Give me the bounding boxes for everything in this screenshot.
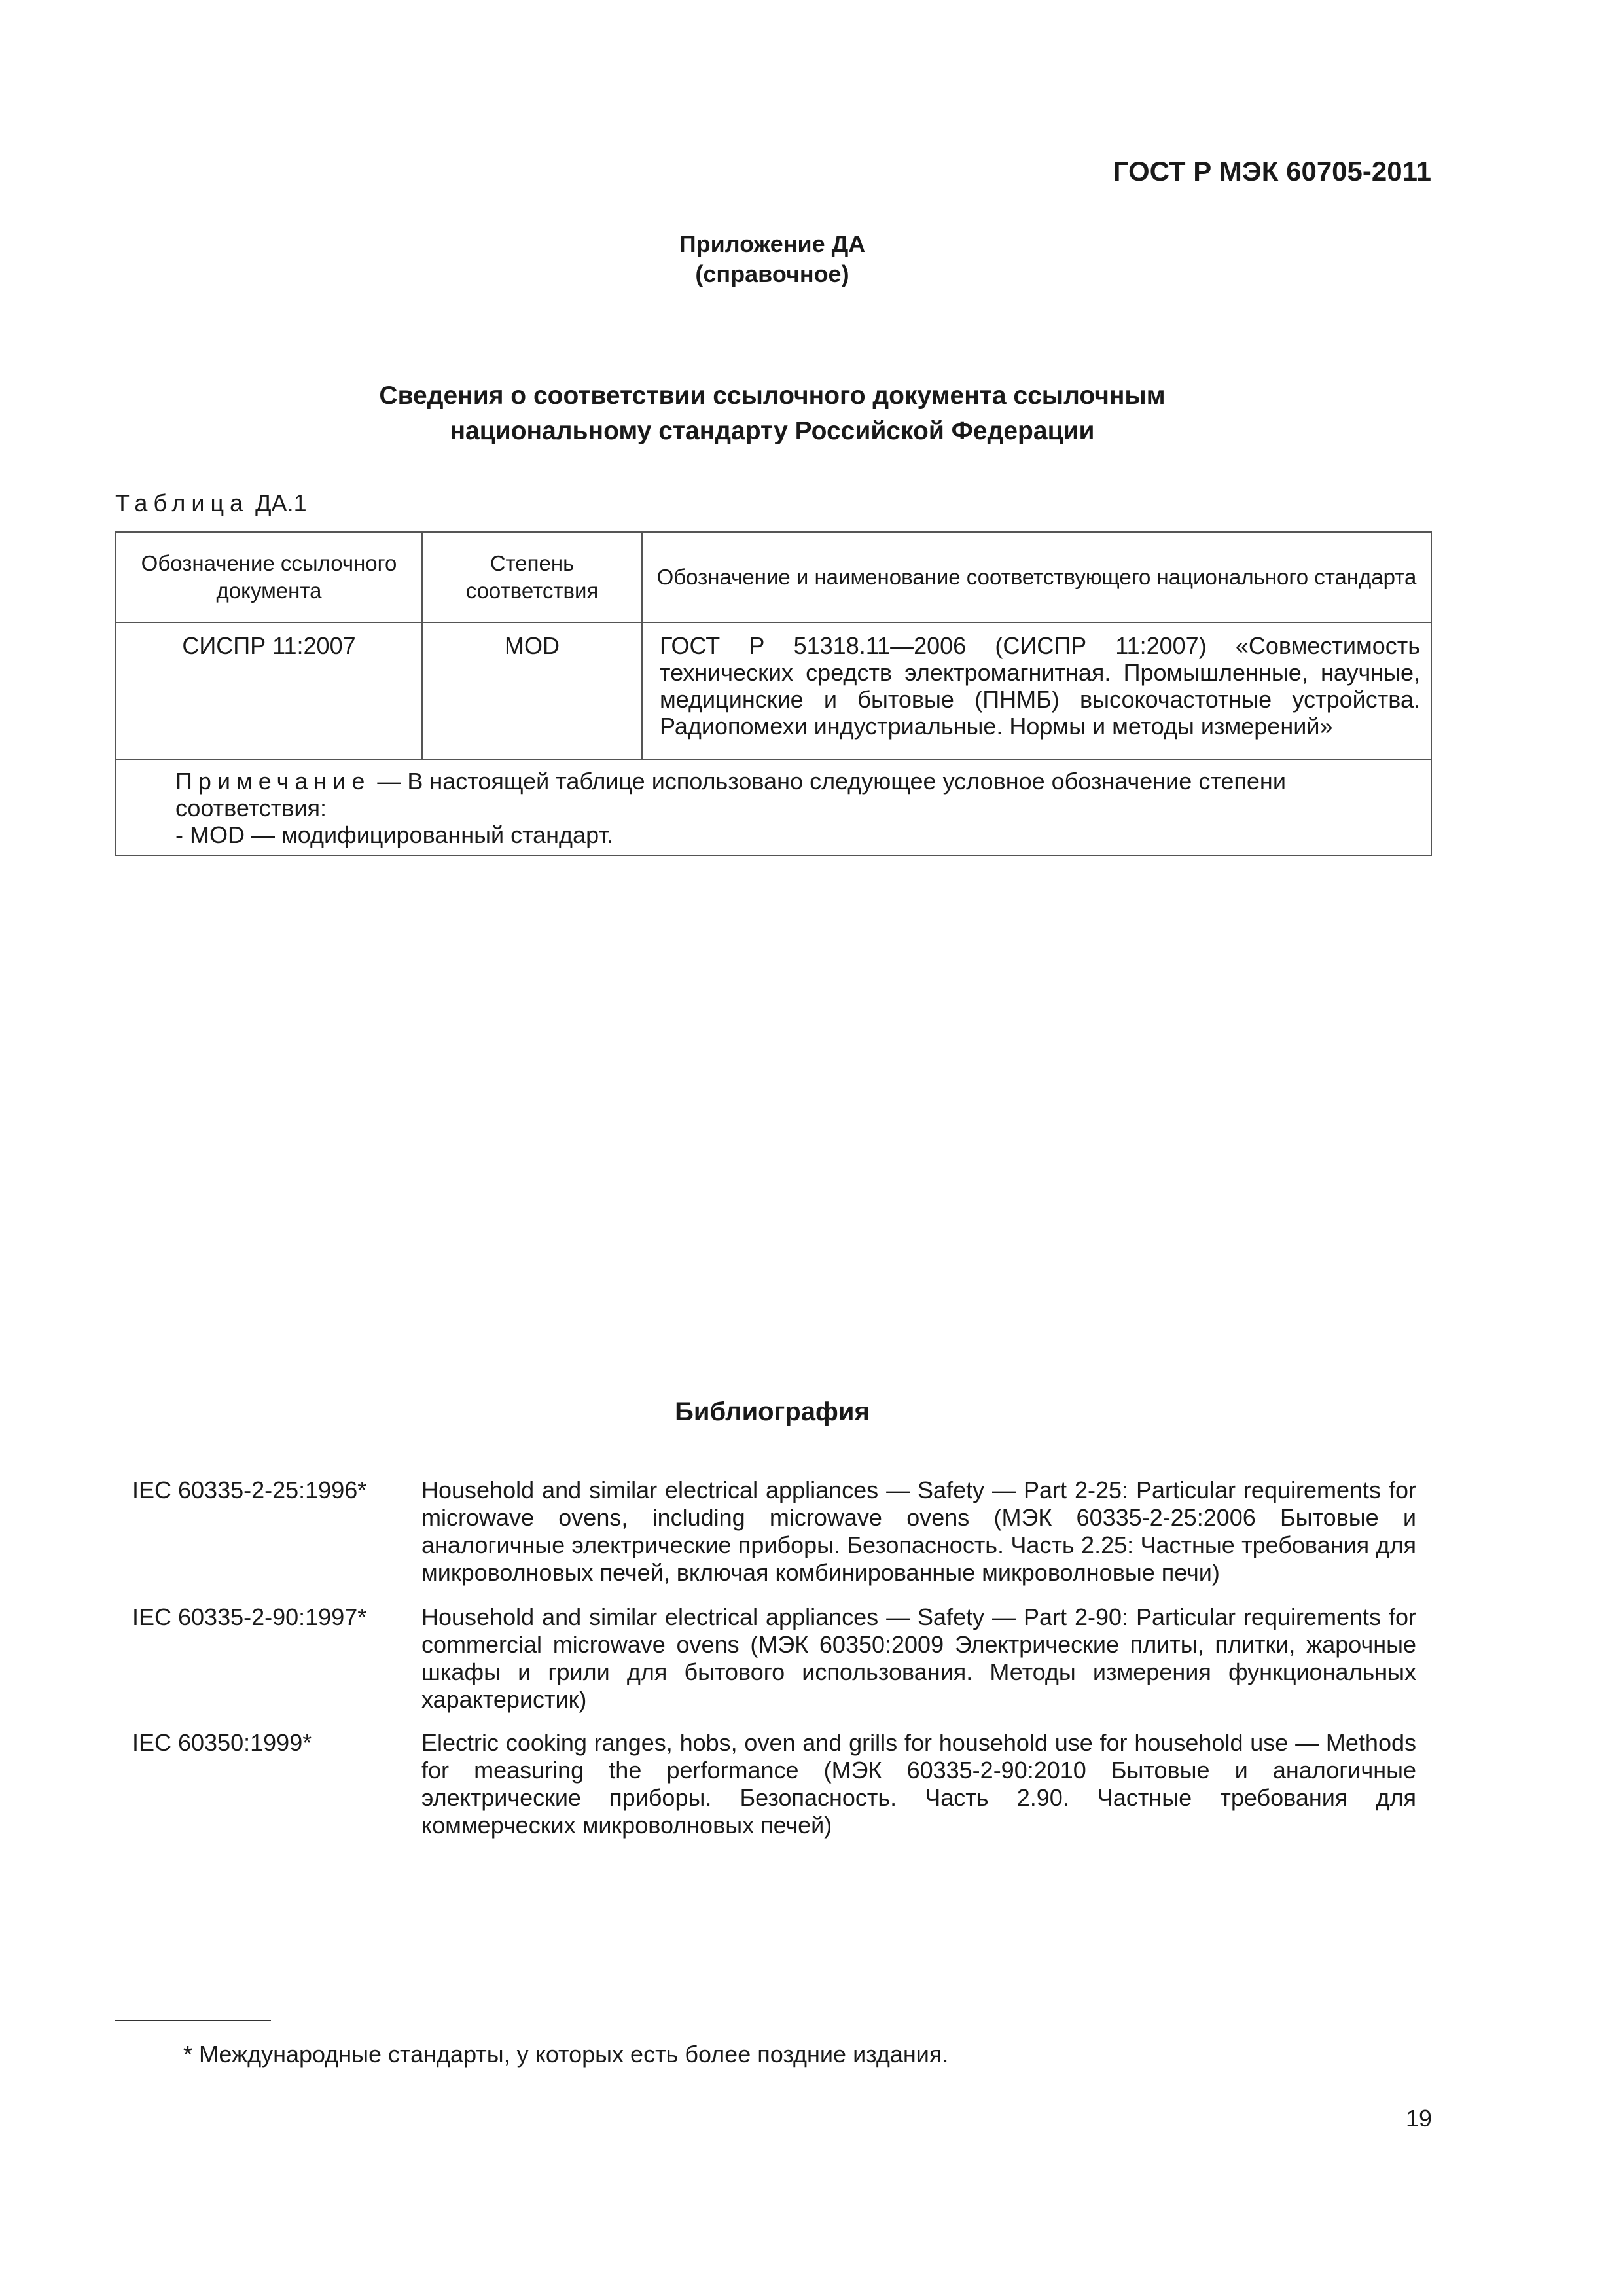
bib-entry-text: Household and similar electrical appliances — Safety — Part 2-90: Particular requirements for commercial microwave ovens (МЭК 60350:2009 Электрические плиты, плитки, жарочные шкафы и грили для бытового использования. Методы измерения функциональных характеристик) bbox=[421, 1604, 1416, 1713]
bib-entry-code: IEC 60335-2-25:1996* bbox=[132, 1477, 367, 1503]
bib-entry-text: Household and similar electrical appliances — Safety — Part 2-25: Particular requirements for microwave ovens, including microwave ovens (МЭК 60335-2-25:2006 Бытовые и аналогичные электрические приборы. Безопасность. Часть 2.25: Частные требования для микроволновых печей, включая комбинированные микроволновые печи) bbox=[421, 1477, 1416, 1586]
column-header-reference: Обозначение ссылочного документа bbox=[116, 532, 422, 622]
column-header-national-standard: Обозначение и наименование соответствующего национального стандарта bbox=[642, 532, 1431, 622]
table-header-row bbox=[116, 532, 1431, 622]
note-text: — В настоящей таблице использовано следующее условное обозначение степени соответствия: bbox=[175, 768, 1286, 821]
table-row bbox=[116, 622, 1431, 759]
footnote-divider bbox=[115, 2020, 271, 2021]
cell-degree: MOD bbox=[422, 622, 642, 759]
bib-entry-text: Electric cooking ranges, hobs, oven and grills for household use for household use — Methods for measuring the performance (МЭК 60335-2-90:2010 Бытовые и аналогичные электрические приборы. Безопасность. Часть 2.90. Частные требования для коммерческих микроволновых печей) bbox=[421, 1729, 1416, 1839]
table-note-row bbox=[116, 759, 1431, 855]
section-title bbox=[0, 378, 1544, 449]
bibliography-title: Библиография bbox=[675, 1397, 870, 1426]
section-title-line-2: национальному стандарту Российской Федерации bbox=[450, 417, 1095, 445]
correspondence-table bbox=[115, 531, 1432, 856]
document-code: ГОСТ Р МЭК 60705-2011 bbox=[1113, 156, 1431, 187]
footnote: * Международные стандарты, у которых есть более поздние издания. bbox=[183, 2041, 949, 2068]
appendix-subtitle: (справочное) bbox=[695, 260, 849, 287]
section-title-line-1: Сведения о соответствии ссылочного документа ссылочным bbox=[379, 382, 1166, 410]
note-paragraph bbox=[123, 768, 1419, 821]
table-label-number: ДА.1 bbox=[255, 490, 307, 516]
bib-entry-code: IEC 60335-2-90:1997* bbox=[132, 1604, 367, 1630]
bib-entry-code: IEC 60350:1999* bbox=[132, 1729, 312, 1756]
cell-reference: СИСПР 11:2007 bbox=[116, 622, 422, 759]
note-label: Примечание bbox=[175, 768, 371, 795]
table-label bbox=[115, 490, 307, 517]
table-label-word: Таблица bbox=[115, 490, 249, 516]
note-item: - MOD — модифицированный стандарт. bbox=[175, 821, 613, 848]
cell-national-standard: ГОСТ Р 51318.11—2006 (СИСПР 11:2007) «Совместимость технических средств электромагнитная. Промышленные, научные, медицинские и бытовые (ПНМБ) высокочастотные устройства. Радиопомехи индустриальные. Нормы и методы измерений» bbox=[642, 622, 1431, 759]
appendix-title: Приложение ДА bbox=[679, 230, 866, 257]
column-header-degree: Степень соответствия bbox=[422, 532, 642, 622]
page-number: 19 bbox=[1405, 2105, 1432, 2132]
table-note bbox=[116, 759, 1431, 855]
